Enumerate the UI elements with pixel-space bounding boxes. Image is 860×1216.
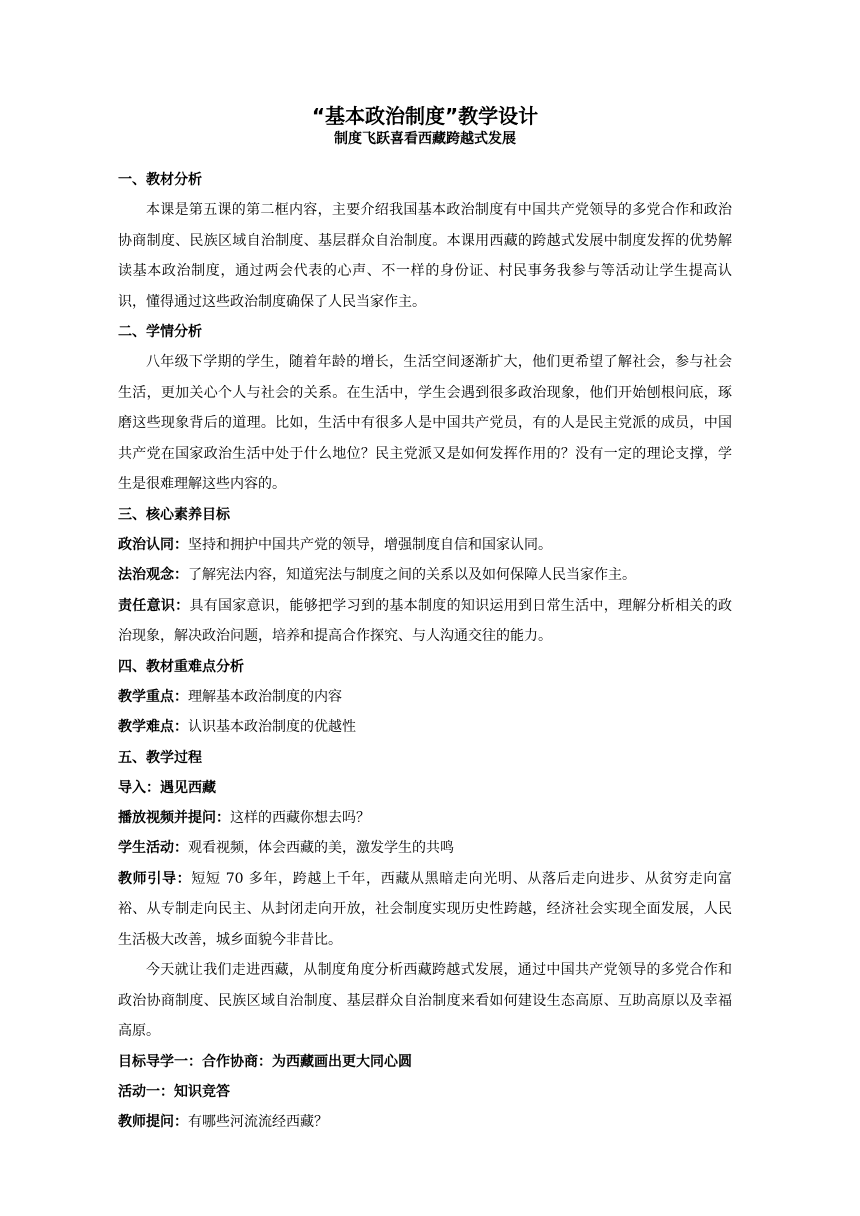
key-point-item <box>118 712 732 743</box>
goal-text: 具有国家意识，能够把学习到的基本制度的知识运用到日常生活中，理解分析相关的政治现象，解决政治问题，培养和提高合作探究、与人沟通交往的能力。 <box>118 597 733 644</box>
key-point-text: 认识基本政治制度的优越性 <box>188 719 356 735</box>
subheading-goal-one: 目标导学一：合作协商：为西藏画出更大同心圆 <box>118 1053 412 1070</box>
process-label: 教师提问： <box>118 1113 188 1130</box>
subheading-activity-one: 活动一：知识竞答 <box>118 1083 230 1100</box>
goal-text: 坚持和拥护中国共产党的领导，增强制度自信和国家认同。 <box>188 536 552 553</box>
key-point-text: 理解基本政治制度的内容 <box>188 688 342 705</box>
process-item <box>118 803 732 834</box>
key-point-label: 教学难点： <box>118 719 188 735</box>
goal-text: 了解宪法内容，知道宪法与制度之间的关系以及如何保障人民当家作主。 <box>188 567 636 583</box>
goal-label: 政治认同： <box>118 536 188 553</box>
section-heading-teaching-process: 五、教学过程 <box>118 749 202 766</box>
goal-label: 法治观念： <box>118 567 188 583</box>
process-label: 学生活动： <box>118 840 188 856</box>
process-text: 观看视频，体会西藏的美，激发学生的共鸣 <box>188 840 454 856</box>
paragraph-textbook-analysis: 本课是第五课的第二框内容，主要介绍我国基本政治制度有中国共产党领导的多党合作和政治协商制度、民族区域自治制度、基层群众自治制度。本课用西藏的跨越式发展中制度发挥的优势解读基本政治制度，通过两会代表的心声、不一样的身份证、村民事务我参与等活动让学生提高认识，懂得通过这些政治制度确保了人民当家作主。 <box>118 202 732 310</box>
section-heading-key-points: 四、教材重难点分析 <box>118 658 244 675</box>
process-label: 播放视频并提问： <box>118 809 230 826</box>
process-item <box>118 864 732 956</box>
key-point-label: 教学重点： <box>118 688 188 705</box>
document-subtitle: 制度飞跃喜看西藏跨越式发展 <box>334 131 516 147</box>
document-page <box>118 103 732 1137</box>
key-point-item <box>118 682 732 713</box>
paragraph-student-analysis: 八年级下学期的学生，随着年龄的增长，生活空间逐渐扩大，他们更希望了解社会，参与社会生活，更加关心个人与社会的关系。在生活中，学生会遇到很多政治现象，他们开始刨根问底，琢磨这些现象背后的道理。比如，生活中有很多人是中国共产党员，有的人是民主党派的成员，中国共产党在国家政治生活中处于什么地位？民主党派又是如何发挥作用的？没有一定的理论支撑，学生是很难理解这些内容的。 <box>118 354 732 492</box>
goal-label: 责任意识： <box>118 597 190 614</box>
paragraph-intro-today: 今天就让我们走进西藏，从制度角度分析西藏跨越式发展，通过中国共产党领导的多党合作和政治协商制度、民族区域自治制度、基层群众自治制度来看如何建设生态高原、互助高原以及幸福高原。 <box>118 962 732 1039</box>
section-heading-core-goals: 三、核心素养目标 <box>118 506 230 523</box>
process-label: 教师引导： <box>118 870 192 887</box>
goal-item <box>118 530 732 561</box>
goal-item <box>118 591 732 652</box>
document-title: “基本政治制度”教学设计 <box>311 104 539 128</box>
process-text: 有哪些河流流经西藏？ <box>188 1113 328 1130</box>
process-text: 短短 70 多年，跨越上千年，西藏从黑暗走向光明、从落后走向进步、从贫穷走向富裕、从专制走向民主、从封闭走向开放，社会制度实现历史性跨越，经济社会实现全面发展，人民生活极大改善，城乡面貌今非昔比。 <box>118 870 732 948</box>
section-heading-textbook-analysis: 一、教材分析 <box>118 172 202 188</box>
goal-item <box>118 560 732 591</box>
subheading-intro: 导入：遇见西藏 <box>118 779 216 796</box>
process-item <box>118 833 732 864</box>
process-text: 这样的西藏你想去吗？ <box>230 809 370 826</box>
process-item <box>118 1107 732 1138</box>
section-heading-student-analysis: 二、学情分析 <box>118 324 202 340</box>
